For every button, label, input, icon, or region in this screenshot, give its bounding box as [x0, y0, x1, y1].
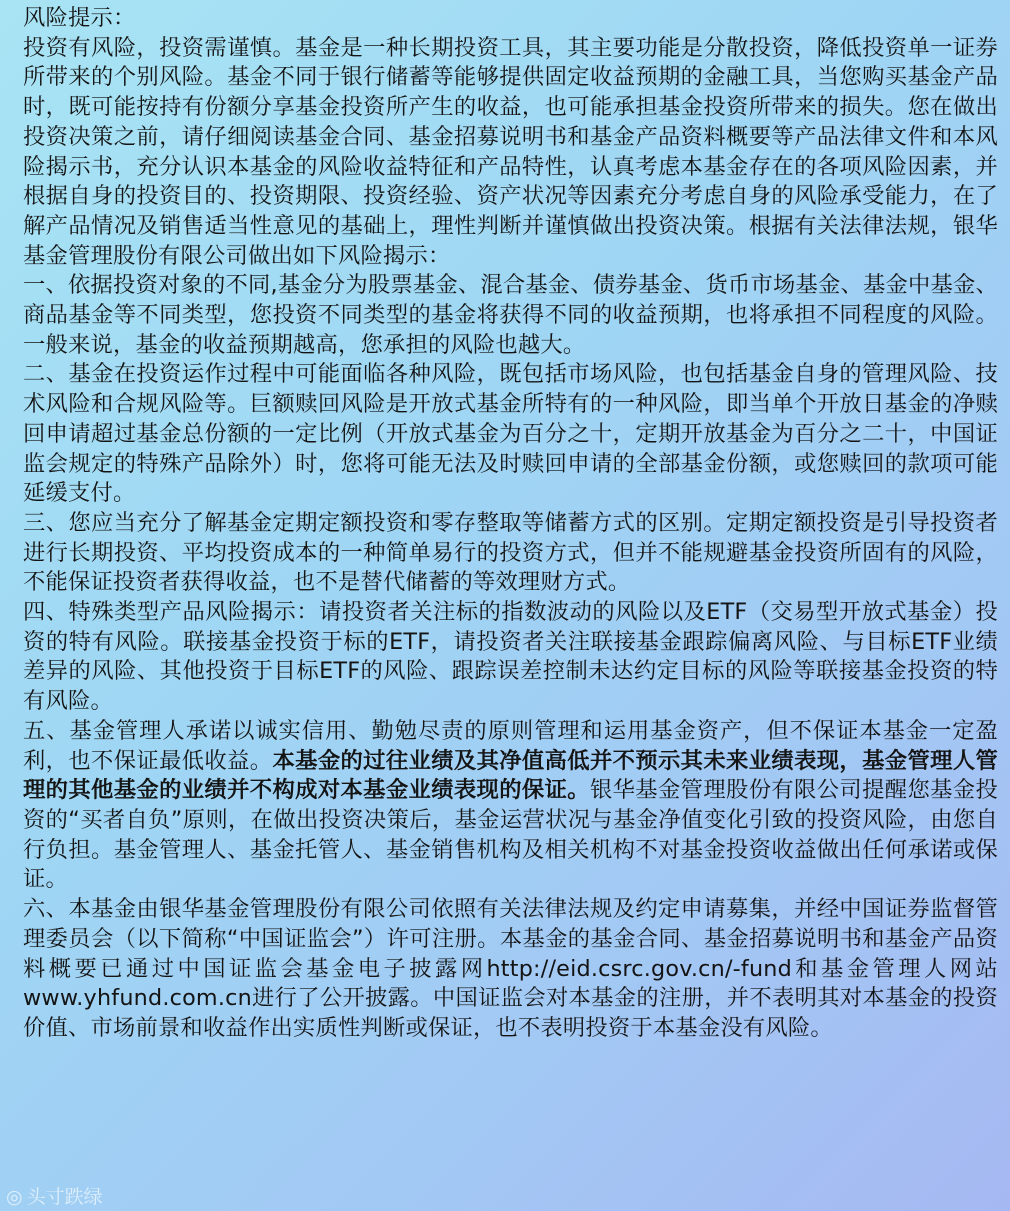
risk-item-2: 二、基金在投资运作过程中可能面临各种风险，既包括市场风险，也包括基金自身的管理风险、技术风险和合规风险等。巨额赎回风险是开放式基金所特有的一种风险，即当单个开放日基金的净赎回申请超过基金总份额的一定比例（开放式基金为百分之十，定期开放基金为百分之二十，中国证监会规定的特殊产品除外）时，您将可能无法及时赎回申请的全部基金份额，或您赎回的款项可能延缓支付。	[23, 361, 998, 507]
risk-item-5-text: 五、基金管理人承诺以诚实信用、勤勉尽责的原则管理和运用基金资产，但不保证本基金一定盈利，也不保证最低收益。	[23, 717, 998, 774]
risk-item-6: 六、本基金由银华基金管理股份有限公司依照有关法律法规及约定申请募集，并经中国证券监督管理委员会（以下简称“中国证监会”）许可注册。本基金的基金合同、基金招募说明书和基金产品资料概要已通过中国证监会基金电子披露网http://eid.csrc.gov.cn/-fund和基金管理人网站www.yhfund.com.cn进行了公开披露。中国证监会对本基金的注册，并不表明其对本基金的投资价值、市场前景和收益作出实质性判断或保证，也不表明投资于本基金没有风险。	[23, 896, 998, 1041]
risk-disclosure-document	[23, 4, 998, 1044]
risk-item-5-text-cont: 银华基金管理股份有限公司提醒您基金投资的“买者自负”原则，在做出投资决策后，基金运营状况与基金净值变化引致的投资风险，由您自行负担。基金管理人、基金托管人、基金销售机构及相关机构不对基金投资收益做出任何承诺或保证。	[23, 777, 998, 893]
risk-item-3: 三、您应当充分了解基金定期定额投资和零存整取等储蓄方式的区别。定期定额投资是引导投资者进行长期投资、平均投资成本的一种简单易行的投资方式，但并不能规避基金投资所固有的风险，不能保证投资者获得收益，也不是替代储蓄的等效理财方式。	[23, 509, 998, 596]
document-heading: 风险提示：	[23, 5, 136, 31]
risk-item-4: 四、特殊类型产品风险揭示：请投资者关注标的指数波动的风险以及ETF（交易型开放式基金）投资的特有风险。联接基金投资于标的ETF，请投资者关注联接基金跟踪偏离风险、与目标ETF业绩差异的风险、其他投资于目标ETF的风险、跟踪误差控制未达约定目标的风险等联接基金投资的特有风险。	[23, 599, 998, 715]
chat-bubble-icon: ◎	[6, 1186, 23, 1208]
watermark	[6, 1182, 103, 1209]
risk-item-1: 一、依据投资对象的不同,基金分为股票基金、混合基金、债券基金、货币市场基金、基金中基金、商品基金等不同类型，您投资不同类型的基金将获得不同的收益预期，也将承担不同程度的风险。一般来说，基金的收益预期越高，您承担的风险也越大。	[23, 272, 998, 358]
risk-item-5	[23, 717, 998, 895]
watermark-text: 头寸跌绿	[26, 1186, 103, 1208]
risk-item-5-bold-warning: 本基金的过往业绩及其净值高低并不预示其未来业绩表现，基金管理人管理的其他基金的业绩并不构成对本基金业绩表现的保证。	[23, 747, 998, 804]
document-intro: 投资有风险，投资需谨慎。基金是一种长期投资工具，其主要功能是分散投资，降低投资单一证券所带来的个别风险。基金不同于银行储蓄等能够提供固定收益预期的金融工具，当您购买基金产品时，既可能按持有份额分享基金投资所产生的收益，也可能承担基金投资所带来的损失。您在做出投资决策之前，请仔细阅读基金合同、基金招募说明书和基金产品资料概要等产品法律文件和本风险揭示书，充分认识本基金的风险收益特征和产品特性，认真考虑本基金存在的各项风险因素，并根据自身的投资目的、投资期限、投资经验、资产状况等因素充分考虑自身的风险承受能力，在了解产品情况及销售适当性意见的基础上，理性判断并谨慎做出投资决策。根据有关法律法规，银华基金管理股份有限公司做出如下风险揭示：	[23, 34, 998, 269]
